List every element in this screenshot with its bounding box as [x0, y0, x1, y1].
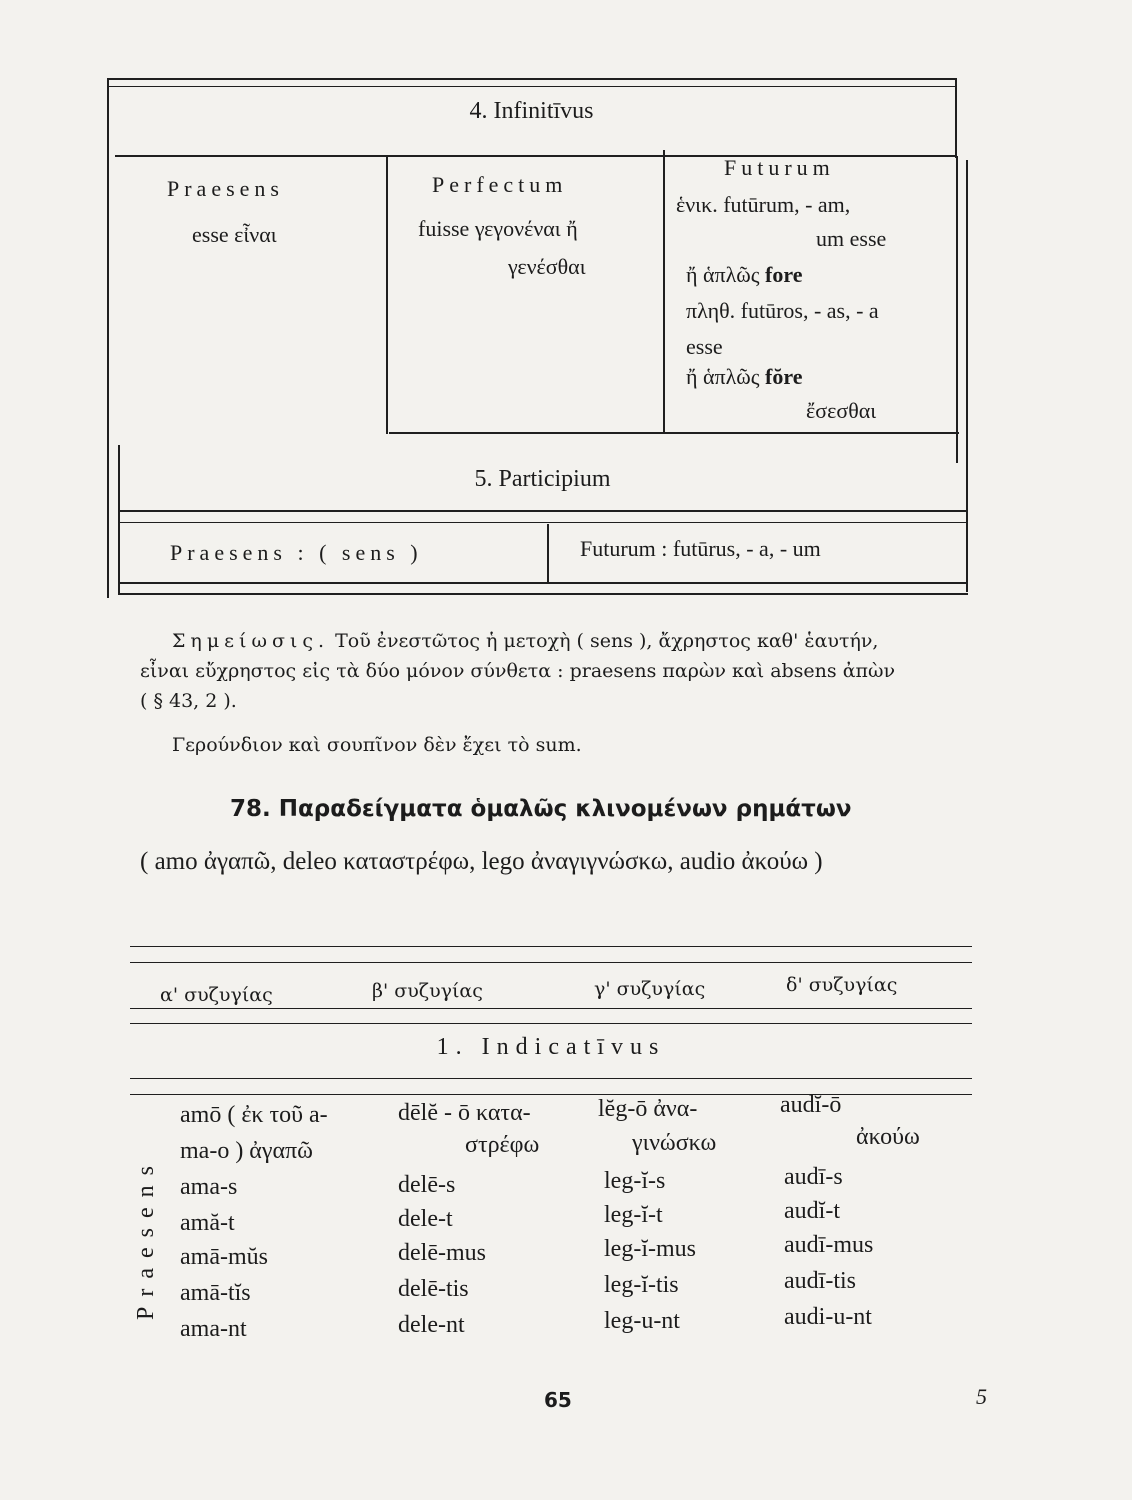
- infinitivus-futurum-line1: ἑνικ. futūrum, - am,: [676, 192, 851, 217]
- row3-c3: leg-ĭ-mus: [604, 1236, 696, 1262]
- first-row-c2-line2: στρέφω: [465, 1132, 540, 1158]
- infinitivus-futurum-line3: [686, 262, 802, 288]
- row1-c4: audī-s: [784, 1164, 843, 1190]
- row5-c1: ama-nt: [180, 1316, 247, 1342]
- signature-mark: 5: [976, 1384, 987, 1409]
- futurum-line3-bold: fore: [765, 262, 803, 287]
- row4-c3: leg-ĭ-tis: [604, 1272, 679, 1298]
- row5-c4: audi-u-nt: [784, 1304, 872, 1330]
- participium-futurum: Futurum : futūrus, - a, - um: [580, 536, 821, 561]
- first-row-c4-line2: ἀκούω: [856, 1124, 920, 1150]
- row2-c4: audĭ-t: [784, 1198, 840, 1224]
- indicativus-title: 1. Indicatīvus: [436, 1034, 666, 1060]
- note-label: Σημείωσις.: [172, 630, 330, 652]
- first-row-c3-line2: γινώσκω: [632, 1130, 717, 1156]
- note-line1-text: Τοῦ ἐνεστῶτος ἡ μετοχὴ ( sens ), ἄχρηστος καθ' ἑαυτήν,: [335, 630, 879, 652]
- row2-c2: dele-t: [398, 1206, 453, 1232]
- note-line2: εἶναι εὔχρηστος εἰς τὰ δύο μόνον σύνθετα : praesens παρὼν καὶ absens ἀπὼν: [140, 660, 896, 682]
- conjugation-1-header: α' συζυγίας: [160, 984, 273, 1006]
- row4-c2: delē-tis: [398, 1276, 469, 1302]
- note-line4: Γερούνδιον καὶ σουπῖνον δὲν ἔχει τὸ sum.: [172, 734, 582, 756]
- conjugation-2-header: β' συζυγίας: [372, 980, 483, 1002]
- conjugation-3-header: γ' συζυγίας: [594, 978, 706, 1000]
- infinitivus-title: 4. Infinitīvus: [469, 98, 594, 124]
- note-line1: [172, 630, 878, 652]
- infinitivus-futurum-line4: πληθ. futūros, - as, - a: [686, 298, 879, 323]
- infinitivus-perfectum-line1: fuisse γεγονέναι ἤ: [418, 216, 578, 241]
- first-row-c2-line1: dēlĕ - ō κατα-: [398, 1100, 531, 1126]
- row4-c4: audī-tis: [784, 1268, 856, 1294]
- page-number: 65: [544, 1388, 572, 1412]
- conjugation-4-header: δ' συζυγίας: [786, 974, 898, 996]
- infinitivus-futurum-line5: esse: [686, 334, 723, 359]
- first-row-c1-line1: amō ( ἐκ τοῦ a-: [180, 1102, 328, 1128]
- indicativus-side-label: Praesens: [133, 1156, 159, 1320]
- first-row-c3-line1: lĕg-ō ἀνα-: [598, 1096, 698, 1122]
- infinitivus-perfectum-line2: γενέσθαι: [508, 254, 586, 279]
- note-line3: ( § 43, 2 ).: [140, 690, 237, 712]
- infinitivus-futurum-line7: ἔσεσθαι: [806, 398, 877, 423]
- infinitivus-praesens-form: esse εἶναι: [192, 222, 277, 247]
- futurum-line6-bold: fŏre: [765, 364, 803, 389]
- futurum-line6-prefix: ἤ ἁπλῶς: [686, 364, 760, 389]
- infinitivus-futurum-line2: um esse: [816, 226, 887, 251]
- infinitivus-perfectum-heading: Perfectum: [432, 172, 568, 197]
- row2-c1: amă-t: [180, 1210, 235, 1236]
- row2-c3: leg-ĭ-t: [604, 1202, 663, 1228]
- row3-c2: delē-mus: [398, 1240, 486, 1266]
- first-row-c1-line2: ma-o ) ἀγαπῶ: [180, 1138, 313, 1164]
- row1-c1: ama-s: [180, 1174, 238, 1200]
- row5-c2: dele-nt: [398, 1312, 465, 1338]
- futurum-line3-prefix: ἤ ἁπλῶς: [686, 262, 760, 287]
- first-row-c4-line1: audĭ-ō: [780, 1092, 842, 1118]
- infinitivus-futurum-line6: [686, 364, 802, 390]
- participium-praesens: Praesens : ( sens ): [170, 540, 423, 565]
- section-subtitle: ( amo ἀγαπῶ, deleo καταστρέφω, lego ἀναγιγνώσκω, audio ἀκούω ): [140, 848, 823, 875]
- section-heading: 78. Παραδείγματα ὁμαλῶς κλινομένων ρημάτων: [230, 796, 852, 822]
- row3-c4: audī-mus: [784, 1232, 874, 1258]
- row3-c1: amā-mŭs: [180, 1244, 268, 1270]
- infinitivus-praesens-heading: Praesens: [167, 176, 284, 201]
- row5-c3: leg-u-nt: [604, 1308, 680, 1334]
- row4-c1: amā-tĭs: [180, 1280, 251, 1306]
- row1-c2: delē-s: [398, 1172, 456, 1198]
- participium-title: 5. Participium: [474, 466, 611, 492]
- row1-c3: leg-ĭ-s: [604, 1168, 666, 1194]
- infinitivus-futurum-heading: Futurum: [724, 155, 835, 180]
